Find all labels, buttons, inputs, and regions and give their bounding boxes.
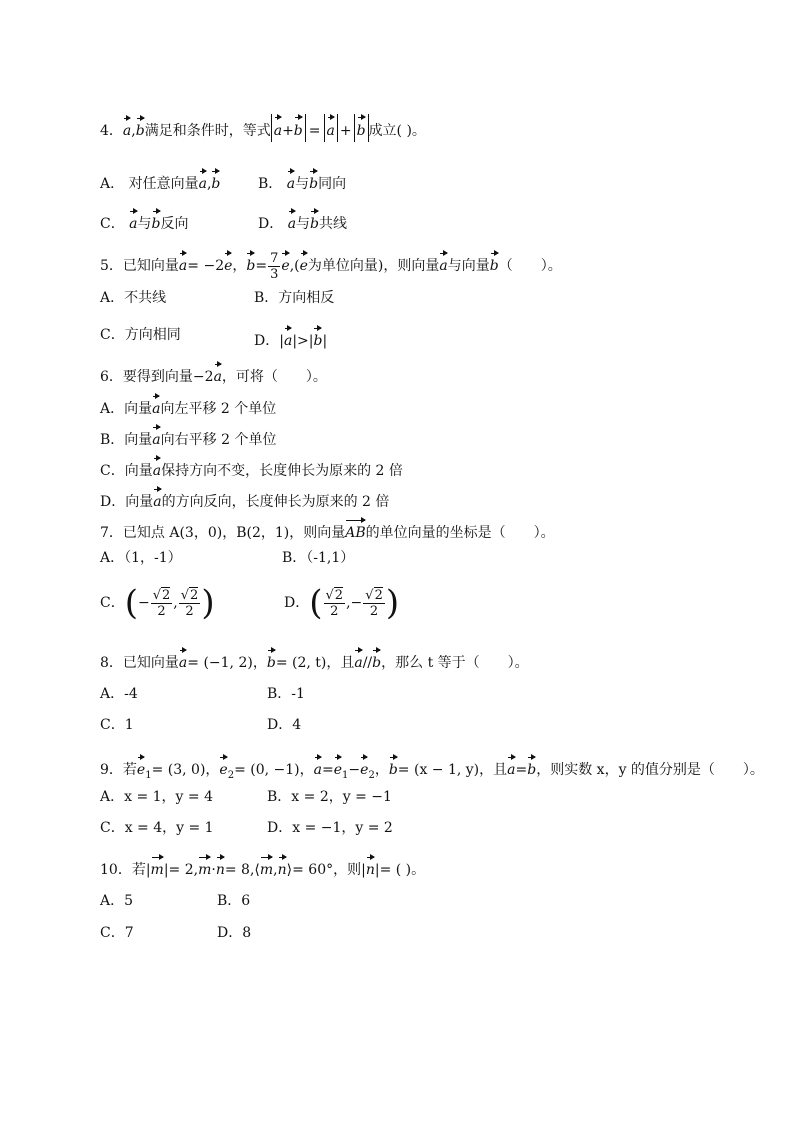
- q10-option-d: D．8: [217, 925, 252, 941]
- q5-with: 与向量: [447, 258, 490, 274]
- q4-c-mid: 与: [137, 216, 152, 232]
- q9-and: ，且: [479, 762, 508, 778]
- q5-option-d: D．|a|>|b|: [254, 325, 327, 351]
- q10-vec-m: m: [151, 854, 164, 880]
- q9-vec-e2: e: [219, 754, 227, 780]
- q7-c-frac1: $\frac{√2}{2}$: [152, 587, 171, 619]
- q7-d-label: D．: [284, 595, 310, 611]
- q4-option-c: [100, 208, 189, 234]
- q8-option-d: D．4: [267, 717, 302, 733]
- q5-option-b: B．方向相反: [254, 290, 335, 306]
- q5-vec-b: b: [246, 250, 255, 276]
- q5-prefix: 5．已知向量: [100, 258, 179, 274]
- q4-abs-a2-val: a: [327, 114, 335, 142]
- q7-c-root1: 2: [162, 587, 171, 603]
- q6-c-vec: a: [153, 455, 161, 481]
- q7-vec-ab: AB: [345, 517, 365, 543]
- q4-c-label: C．: [100, 216, 125, 232]
- question-7-stem: [100, 517, 555, 543]
- q4-option-b: [258, 168, 346, 194]
- q6-pre: 6．要得到向量: [100, 369, 193, 385]
- q6-option-a: [100, 393, 276, 419]
- q7-d-minus: −: [350, 595, 363, 611]
- q5-vec-e3: e: [300, 250, 308, 276]
- q10-vec-n2: n: [278, 854, 287, 880]
- q4-a-vec-a: a: [199, 168, 207, 194]
- q4-plus2: +: [339, 123, 352, 139]
- q10-pre: 10．若: [100, 862, 146, 878]
- question-5-stem: 5．已知向量a= −2e，b= $\frac{7}{3}$ e,(e为单位向量)，则向量a与向量b（ ）。: [100, 250, 562, 282]
- q7-d-root1: 2: [334, 587, 344, 603]
- q6-option-b: [100, 424, 276, 450]
- q7-d-comma: ,: [346, 595, 351, 611]
- q10-then: ，则: [333, 862, 362, 878]
- q7-c-den1: 2: [157, 603, 166, 619]
- q4-a-vec-b: b: [211, 168, 220, 194]
- q4-abs-a2: [324, 114, 338, 142]
- q8-vec-b2: b: [372, 647, 381, 673]
- q4-pre: 满足和条件时，等式: [144, 123, 271, 139]
- q8-vec-a2: a: [354, 647, 362, 673]
- q5-eq2: =: [255, 258, 268, 274]
- q4-a-text: 对任意向量: [128, 176, 199, 192]
- q6-b-vec: a: [152, 424, 160, 450]
- q9-vec-e1b: e: [334, 754, 342, 780]
- q5-vec-e: e: [224, 250, 232, 276]
- q4-d-vec-b: b: [310, 208, 319, 234]
- q5-d-label: D．: [254, 333, 280, 349]
- q4-b-vec-b: b: [309, 168, 318, 194]
- q5-vec-a: a: [179, 250, 187, 276]
- q7-post: 的单位向量的坐标是（ ）。: [365, 525, 555, 541]
- q7-c-rparen: ): [201, 583, 215, 623]
- q4-abs-b: b: [294, 114, 303, 142]
- q4-option-d: [258, 208, 347, 234]
- question-4-stem: [100, 114, 426, 142]
- q9-vec-a: a: [314, 754, 322, 780]
- q7-d-frac1: $\frac{√2}{2}$: [325, 587, 344, 619]
- q4-plus: +: [282, 123, 294, 139]
- question-10-stem: 10．若|m|= 2,m·n= 8,⟨m,n⟩= 60°，则|n|= ( )。: [100, 854, 425, 880]
- q10-vec-m3: m: [260, 854, 273, 880]
- q4-d-label: D．: [258, 216, 284, 232]
- q9-vec-e1: e: [137, 754, 145, 780]
- q10-option-a: A．5: [100, 893, 134, 909]
- q4-d-mid: 与: [296, 216, 311, 232]
- q9-a-eq: =: [322, 762, 334, 778]
- q9-e1: = (3, 0): [151, 762, 206, 778]
- q9-vec-b2: b: [527, 754, 536, 780]
- q7-c-lparen: (: [124, 583, 138, 623]
- q9-vec-a2: a: [507, 754, 515, 780]
- q8-parallel: //: [362, 655, 373, 671]
- q7-c-root2: 2: [190, 587, 199, 603]
- q4-b-end: 同向: [318, 176, 347, 192]
- q8-eq-b: = (2, t): [275, 655, 327, 671]
- q9-e2: = (0, −1): [234, 762, 300, 778]
- q4-comma: ,: [131, 123, 136, 139]
- q7-d-den2: 2: [369, 603, 379, 619]
- q6-c-pre: C．向量: [100, 463, 153, 479]
- q4-b-vec-a: a: [287, 168, 295, 194]
- q5-middle: 为单位向量)，则向量: [307, 258, 440, 274]
- q5-option-c: C．方向相同: [100, 327, 181, 343]
- q10-expr: = 2,: [168, 862, 199, 878]
- q9-b-eq: = (x − 1, y): [397, 762, 480, 778]
- q7-pre: 7．已知点 A(3，0)，B(2，1)，则向量: [100, 525, 346, 541]
- q9-option-d: D．x = −1，y = 2: [267, 820, 393, 836]
- q9-pre: 9．若: [100, 762, 137, 778]
- q9-option-b: B．x = 2，y = −1: [267, 789, 392, 805]
- q8-option-c: C．1: [100, 717, 134, 733]
- q6-expr: −2: [192, 369, 214, 385]
- q7-d-rparen: ): [385, 583, 400, 623]
- q8-vec-b: b: [267, 647, 276, 673]
- q4-a-label: A．: [100, 176, 125, 192]
- q5-frac-den: 3: [270, 266, 279, 282]
- q8-vec-a: a: [179, 647, 187, 673]
- q4-abs-sum: [271, 114, 306, 142]
- q10-dot-sym: ·: [211, 862, 216, 878]
- q6-d-vec: a: [153, 486, 161, 512]
- q8-and: ，且: [326, 655, 355, 671]
- q7-option-c: [100, 580, 215, 626]
- question-6-stem: [100, 361, 327, 387]
- q4-vec-a: a: [123, 115, 131, 141]
- q9-vec-e2b: e: [360, 754, 368, 780]
- q6-a-pre: A．向量: [100, 401, 153, 417]
- q4-b-mid: 与: [295, 176, 310, 192]
- q4-c-end: 反向: [160, 216, 189, 232]
- q10-angle: = 60°: [292, 862, 334, 878]
- q7-option-d: [284, 580, 399, 626]
- q6-d-post: 的方向反向，长度伸长为原来的 2 倍: [161, 494, 390, 510]
- q7-option-b: B．（-1,1）: [282, 550, 355, 566]
- q6-a-vec: a: [152, 393, 160, 419]
- q4-b-label: B．: [258, 176, 283, 192]
- q4-post: 成立( )。: [368, 123, 426, 139]
- q7-c-minus: −: [137, 595, 150, 611]
- question-9-stem: 9．若$e_1= (3$, 0)，$e_2= (0$, −1)，$a=e_1-e_2$，b= (x − 1, y)，且a=b，则实数 x，y 的值分别是（ ）。: [100, 754, 764, 786]
- q6-b-post: 向右平移 2 个单位: [160, 432, 277, 448]
- q5-d-vec-b: b: [313, 325, 322, 351]
- q10-option-c: C．7: [100, 925, 134, 941]
- q5-vec-e2: e: [281, 250, 289, 276]
- q6-vec-a: a: [214, 361, 222, 387]
- q8-option-b: B．-1: [267, 686, 305, 702]
- q6-c-post: 保持方向不变，长度伸长为原来的 2 倍: [161, 463, 403, 479]
- q7-c-den2: 2: [185, 603, 194, 619]
- q5-vec-a2: a: [439, 250, 447, 276]
- q4-abs-b2-val: b: [357, 114, 366, 142]
- q4-abs-a: a: [274, 114, 282, 142]
- q7-c-label: C．: [100, 595, 125, 611]
- q8-pre: 8．已知向量: [100, 655, 179, 671]
- q9-post: ，则实数 x，y 的值分别是（ ）。: [536, 762, 764, 778]
- q10-dot: = 8,: [224, 862, 255, 878]
- q4-vec-b: b: [136, 115, 145, 141]
- q4-option-a: [100, 168, 220, 194]
- q7-c-comma: ,: [173, 595, 178, 611]
- q10-option-b: B．6: [217, 893, 251, 909]
- q10-post: = ( )。: [379, 862, 426, 878]
- q10-vec-m2: m: [198, 854, 211, 880]
- q6-option-c: [100, 455, 403, 481]
- q9-option-c: C．x = 4，y = 1: [100, 820, 214, 836]
- q9-option-a: A．x = 1，y = 4: [100, 789, 213, 805]
- q4-c-vec-b: b: [152, 208, 161, 234]
- q7-c-frac2: $\frac{√2}{2}$: [180, 587, 199, 619]
- q4-d-end: 共线: [319, 216, 348, 232]
- q6-a-post: 向左平移 2 个单位: [160, 401, 277, 417]
- q8-post: ，那么 t 等于（ ）。: [381, 655, 529, 671]
- q4-eq: =: [308, 123, 321, 139]
- q6-post: ，可将（ ）。: [221, 369, 327, 385]
- q5-option-a: A．不共线: [100, 290, 167, 306]
- q5-eq1: = −2: [187, 258, 225, 274]
- q4-c-vec-a: a: [129, 208, 137, 234]
- q9-minus: −: [348, 762, 361, 778]
- q7-d-frac2: $\frac{√2}{2}$: [365, 587, 383, 619]
- q10-vec-n3: n: [366, 854, 375, 880]
- q5-end: （ ）。: [498, 258, 562, 274]
- q5-frac-num: 7: [270, 250, 279, 266]
- q4-a-comma: ,: [206, 176, 212, 192]
- q9-vec-b: b: [389, 754, 398, 780]
- q5-d-vec-a: a: [284, 325, 292, 351]
- q9-eq: =: [515, 762, 528, 778]
- q6-d-pre: D．向量: [100, 494, 154, 510]
- q4-abs-b2: [354, 114, 369, 142]
- q7-d-den1: 2: [330, 603, 339, 619]
- q8-option-a: A．-4: [100, 686, 138, 702]
- q6-option-d: [100, 486, 389, 512]
- q5-fraction: [268, 251, 280, 282]
- q7-d-lparen: (: [309, 583, 323, 623]
- q4-d-vec-a: a: [288, 208, 296, 234]
- q8-eq-a: = (−1, 2): [187, 655, 253, 671]
- q10-vec-n: n: [216, 854, 225, 880]
- q7-d-root2: 2: [374, 587, 383, 603]
- q7-option-a: A．（1，-1）: [100, 550, 182, 566]
- q5-vec-b2: b: [490, 250, 499, 276]
- q4-number: 4．: [100, 123, 123, 139]
- question-8-stem: 8．已知向量a= (−1, 2)，b= (2, t)，且a//b，那么 t 等于（ ）。: [100, 647, 529, 673]
- q6-b-pre: B．向量: [100, 432, 153, 448]
